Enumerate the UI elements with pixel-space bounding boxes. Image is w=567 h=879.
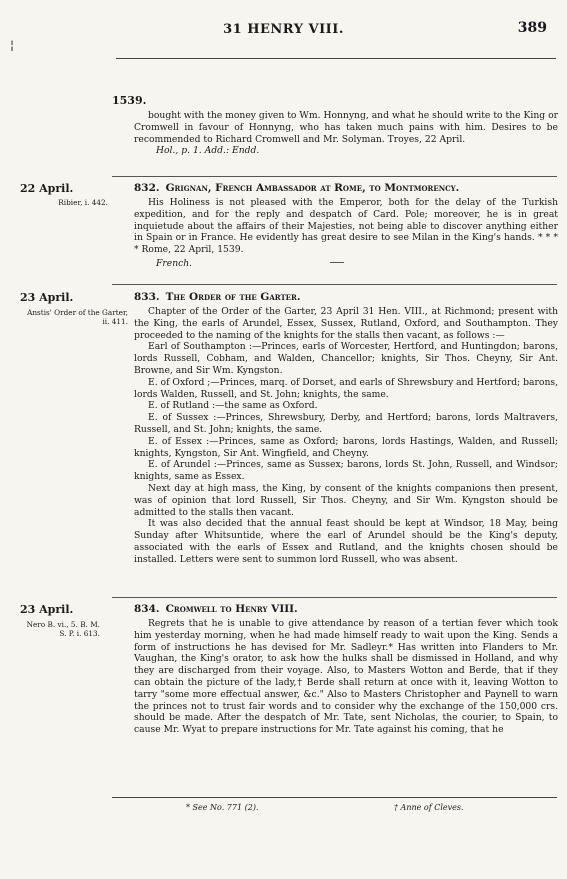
entry-paragraph: E. of Oxford ;—Princes, marq. of Dorset, and earls of Shrewsbury and Hertford; barons, lords Walden, Russell, and St. John; knights, the same. — [134, 376, 558, 400]
page-number: 389 — [517, 20, 547, 36]
entry-body — [134, 306, 558, 566]
entry-paragraph: His Holiness is not pleased with the Emperor, both for the delay of the Turkish expedition, and for the reply and despatch of Card. Pole; moreover, he is in great inquietude about the affairs of their Majesties, not being able to discover anything either in Spain or in France. He evidently has great desire to see Milan in the King's hands. * * * * Rome, 22 April, 1539. — [134, 197, 558, 256]
entry-paragraph: Earl of Southampton :—Princes, earls of Worcester, Hertford, and Huntingdon; barons, lords Russell, Cobham, and Walden, Chancellor; knights, Sir Thos. Cheyny, Sir Ant. Browne, and Sir Wm. Kyngston. — [134, 341, 558, 376]
entry-source-note: Nero B. vi., 5. B. M. S. P. i. 613. — [26, 620, 100, 638]
margin-mark: ¦ — [10, 38, 15, 52]
entry-heading — [134, 182, 459, 194]
entry-separator — [112, 284, 557, 285]
entry-separator — [112, 176, 557, 177]
running-title: 31 HENRY VIII. — [223, 22, 344, 37]
entry-heading — [134, 291, 301, 303]
entry-paragraph: Regrets that he is unable to give attendance by reason of a tertian fever which took him yesterday morning, when he had made himself ready to wait upon the King. Sends a form of instructions he has devised for Mr. Sadleyr.* Has written into Flanders to Mr. Vaughan, the King's orator, to ask how the hulks shall be dismissed in Holland, and why they are discharged from their voyage. Also, to Masters Wotton and Berde, that if they can obtain the picture of the lady,† Berde shall return at once with it, leaving Wotton to tarry "some more effectual answer, &c." Also to Masters Christopher and Paynell to warn the princes not to trust fair words and to consider why the exchange of the 150,000 crs. should be made. After the despatch of Mr. Tate, sent Nicholas, the courier, to Spain, to cause Mr. Wyat to prepare instructions for Mr. Tate against his coming, that he — [134, 618, 558, 736]
entry-source-note: Anstis' Order of the Garter, ii. 411. — [27, 308, 128, 326]
entry-number: 833. — [134, 291, 160, 303]
entry-date: 22 April. — [20, 182, 74, 195]
entry-title: Cromwell to Henry VIII. — [165, 603, 298, 615]
entry-source-note: Ribier, i. 442. — [58, 198, 108, 207]
entry-paragraph: E. of Arundel :—Princes, same as Sussex; barons, lords St. John, Russell, and Windsor; knights, same as Essex. — [134, 459, 558, 483]
entry-number: 832. — [134, 182, 160, 194]
entry-paragraph: It was also decided that the annual feast should be kept at Windsor, 18 May, being Sunday after Whitsuntide, where the earl of Arundel should be the King's deputy, associated with the earls of Essex and Rutland, and the knights chosen should be installed. Letters were sent to summon lord Russell, who was absent. — [134, 518, 558, 565]
entry-paragraph: Next day at high mass, the King, by consent of the knights companions then present, was of opinion that lord Russell, Sir Thos. Cheyny, and Sir Wm. Kyngston should be admitted to the stalls then vacant. — [134, 482, 558, 518]
footnote: † Anne of Cleves. — [394, 803, 464, 812]
entry-title: Grignan, French Ambassador at Rome, to Montmorency. — [165, 182, 460, 194]
year-marker: 1539. — [112, 94, 147, 107]
continuation-meta: Hol., p. 1. Add.: Endd. — [156, 145, 260, 157]
entry-heading — [134, 603, 298, 615]
entry-date: 23 April. — [20, 603, 74, 616]
entry-number: 834. — [134, 603, 160, 615]
footnote-rule — [112, 797, 557, 798]
short-separator — [330, 262, 344, 263]
entry-paragraph: E. of Sussex :—Princes, Shrewsbury, Derby, and Hertford; barons, lords Maltravers, Russell, and St. John; knights, the same. — [134, 412, 558, 435]
entry-body — [134, 197, 558, 270]
entry-meta: French. — [156, 257, 193, 269]
entry-paragraph: E. of Essex :—Princes, same as Oxford; barons, lords Hastings, Walden, and Russell; knights, Kyngston, Sir Ant. Wingfield, and Cheyny. — [134, 435, 558, 459]
entry-paragraph: Chapter of the Order of the Garter, 23 April 31 Hen. VIII., at Richmond; present with the King, the earls of Arundel, Essex, Sussex, Rutland, Oxford, and Southampton. They proceeded to the naming of the knights for the stalls then vacant, as follows :— — [134, 306, 558, 341]
header-rule — [116, 58, 556, 59]
entry-paragraph: E. of Rutland :—the same as Oxford. — [148, 400, 318, 412]
continuation-block — [134, 110, 558, 157]
entry-body — [134, 618, 558, 736]
footnote: * See No. 771 (2). — [186, 803, 259, 812]
entry-separator — [112, 597, 557, 598]
entry-title: The Order of the Garter. — [165, 291, 301, 303]
continuation-text: bought with the money given to Wm. Honnyng, and what he should write to the King or Cromwell in favour of Honnyng, who has taken much pains with him. Desires to be recommended to Richard Cromwell and Mr. Solyman. Troyes, 22 April. — [134, 110, 558, 145]
entry-date: 23 April. — [20, 291, 74, 304]
